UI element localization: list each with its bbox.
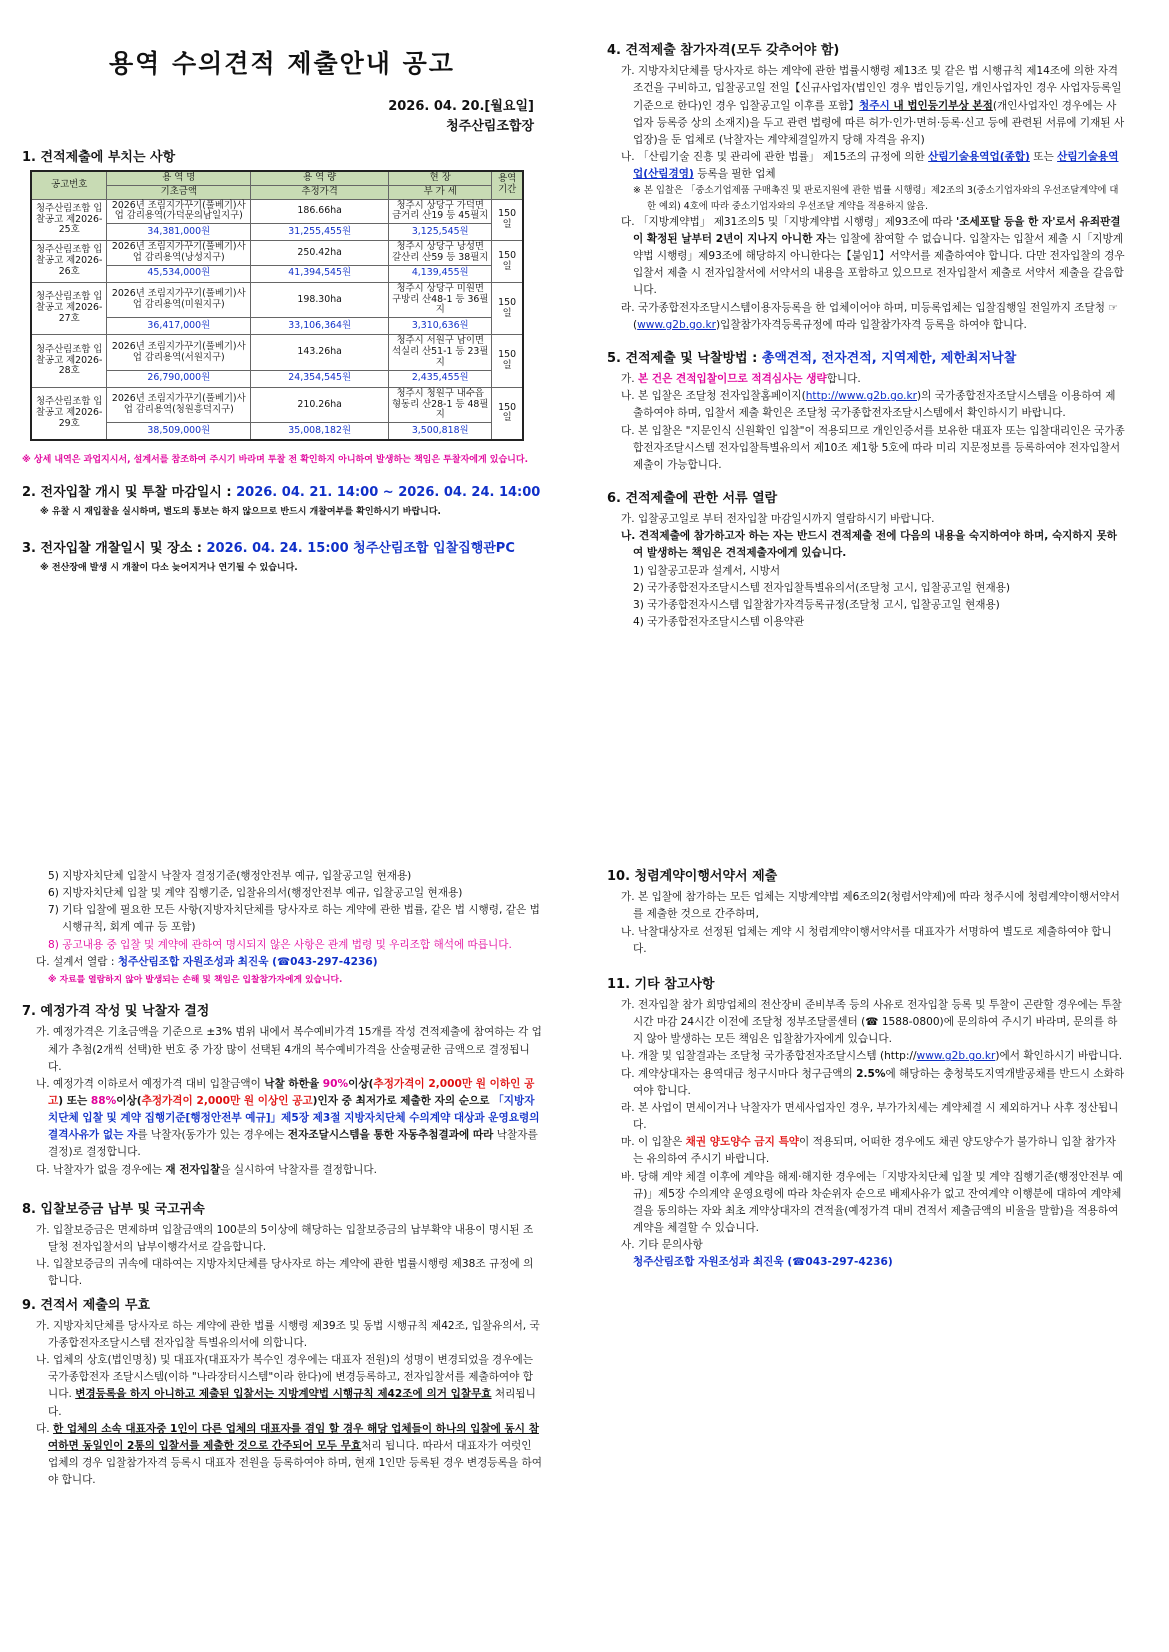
estimated-price: 35,008,182원 [251,423,389,441]
service-qty: 198.30ha [251,282,389,317]
list-item: 6) 지방자치단체 입찰 및 계약 집행기준, 입찰유의서(행정안전부 예규, 입찰공고일 현재용) [48,887,463,900]
s7-da-t1: 다. 낙찰자가 없을 경우에는 [36,1163,166,1176]
col-header-est: 추정가격 [251,185,389,199]
s4-ga-text2: (개인사업자인 경우에는 사업자 등록증 상의 소재지)을 두고 관련 법령에 따른 허가·인가·면허·등록·신고 등에 관련된 서류에 기재된 사업장)을 둔 업체로 (낙찰자는 계약체결일까지 당해 자격을 유지) [633,99,1125,146]
s7-rate-88: 88% [90,1095,117,1107]
col-header-no: 공고번호 [31,171,107,199]
list-item: 4) 국가종합전자조달시스템 이용약관 [633,616,805,629]
notice-no: 청주산림조합 입찰공고 제2026-26호 [31,241,107,283]
s4-na-or: 또는 [1029,150,1058,163]
s8-item-ga: 가. 입찰보증금은 면제하며 입찰금액의 100분의 5이상에 해당하는 입찰보증금의 납부확약 내용이 명시된 조달청 전자입찰서의 납부이행각서로 갈음합니다. [36,1223,534,1254]
s4-na-license1: 산림기술용역업(종합) [928,150,1030,163]
s5-item-da: 다. 본 입찰은 "지문인식 신원확인 입찰"이 적용되므로 개인인증서를 보유한 대표자 또는 입찰대리인은 국가종합전자조달시스템 전자입찰특별유의서 제10조 제1항 5호에 따라 미리 지문정보를 등록하여야 전자입찰서 제출이 가능합니다. [621,424,1125,471]
s5-ga-prefix: 가. [621,373,638,386]
s4-ga-city: 청주시 [859,99,890,112]
service-name: 2026년 조림지가꾸기(풀베기)사업 감리용역(낭성지구) [107,241,251,266]
section-7-heading: 7. 예정가격 작성 및 낙찰자 결정 [22,1004,210,1020]
section-3-label: 3. 전자입찰 개찰일시 및 장소 : [22,540,207,556]
base-amount: 36,417,000원 [107,318,251,335]
s11-item-ba: 바. 당해 계약 체결 이후에 계약을 해제·해지한 경우에는「지방자치단체 입찰 및 계약 집행기준(행정안전부 예규)」제5장 수의계약 운영요령에 따라 차순위자 순으로 배제사유가 없고 잔여계약 이행분에 대하여 계약체결을 동의하는 자와 최초 계약상대자의 견적율(예정가격 대비 견적서 제출금액의 비율을 말함)을 적용하여 계약을 체결할 수 있습니다. [621,1170,1123,1235]
col-header-name: 용 역 명 [107,171,251,185]
vat-amount: 3,310,636원 [389,318,492,335]
table-row [31,335,523,370]
s7-item-da [22,1162,542,1179]
list-item: 7) 기타 입찰에 필요한 모든 사항(지방자치단체를 당사자로 하는 계약에 관한 법률, 같은 법 시행령, 같은 법 시행규칙, 회계 예규 등 포함) [48,904,540,934]
s11-item-ma [607,1134,1125,1168]
s11-na-t1: 나. 개찰 및 입찰결과는 조달청 국가종합전자조달시스템 (http:// [621,1050,917,1063]
s7-da-t3: 을 실시하여 낙찰자를 결정합니다. [220,1163,378,1176]
s9-item-na [22,1352,542,1421]
s9-da-t1: 다. [36,1422,53,1435]
s7-na-t4: 이상( [348,1077,374,1090]
vat-amount: 4,139,455원 [389,265,492,282]
s7-na-t1: 나. 예정가격 이하로서 예정가격 대비 입찰금액이 [36,1077,265,1090]
section-10-heading: 10. 청렴계약이행서약서 제출 [607,869,778,884]
s4-ra-text2: )입찰참가자격등록규정에 따라 입찰참가자격 등록을 하여야 합니다. [715,318,1027,331]
notice-no: 청주산림조합 입찰공고 제2026-25호 [31,199,107,241]
site-address: 청주시 서원구 남이면 석실리 산51-1 등 23필지 [389,335,492,370]
s6-da-note: ※ 자료를 열람하지 않아 발생되는 손해 및 책임은 입찰참가자에게 있습니다. [48,974,343,985]
section-11-heading: 11. 기타 참고사항 [607,976,715,992]
s11-item-da [607,1066,1125,1100]
service-period: 150일 [492,199,523,241]
service-name: 2026년 조림지가꾸기(풀베기)사업 감리용역(가덕문의남일지구) [107,199,251,224]
s4-na-note: ※ 본 입찰은 「중소기업제품 구매촉진 및 판로지원에 관한 법률 시행령」제2조의 3(중소기업자와의 우선조달계약에 대한 예외) 4호에 따라 중소기업자와의 우선조달 계약을 적용하지 않음. [633,185,1119,212]
s4-ga-hq: 내 법인등기부상 본점 [889,99,993,112]
bid-period: 2026. 04. 21. 14:00 ~ 2026. 04. 24. 14:00 [236,484,541,500]
s5-na-text1: 나. 본 입찰은 조달청 전자입찰홈페이지( [621,390,806,403]
s11-item-na [607,1048,1125,1065]
s9-item-da [22,1421,542,1490]
s7-da-t2: 재 전자입찰 [165,1163,221,1176]
s5-na-text2: )의 국가종합전자조달시스템을 이용하여 제출하여야 하며, 입찰서 제출 확인은 조달청 국가종합전자조달시스템에서 확인하시기 바랍니다. [633,390,1116,420]
s11-da-t1: 다. 계약상대자는 용역대금 청구시마다 청구금액의 [621,1067,857,1080]
section-3-heading [22,540,542,558]
s6-item-da [22,954,542,971]
s7-na-t6: ) 또는 [58,1095,91,1107]
table-row [31,387,523,422]
base-amount: 45,534,000원 [107,265,251,282]
s7-na-t2: 낙찰 하한율 [264,1077,323,1090]
vat-amount: 3,500,818원 [389,423,492,441]
s11-ma-highlight: 채권 양도양수 금지 특약 [685,1136,800,1149]
service-period: 150일 [492,335,523,387]
list-item: 5) 지방자치단체 입찰시 낙찰자 결정기준(행정안전부 예규, 입찰공고일 현재용) [48,870,412,882]
s4-na-text2: 등록을 필한 업체 [693,168,776,181]
estimated-price: 24,354,545원 [251,370,389,387]
s11-ma-t2: 이 적용되며, 어떠한 경우에도 채권 양도양수가 불가하니 입찰 참가자는 유의하여 주시기 바랍니다. [633,1136,1116,1166]
service-name: 2026년 조림지가꾸기(풀베기)사업 감리용역(서원지구) [107,335,251,370]
s11-contact: 청주산림조합 자원조성과 최진욱 (☎043-297-4236) [633,1256,893,1269]
section-3-note: ※ 전산장애 발생 시 개찰이 다소 늦어지거나 연기될 수 있습니다. [40,562,298,573]
s7-item-ga: 가. 예정가격은 기초금액을 기준으로 ±3% 범위 내에서 복수예비가격 15개를 작성 견적제출에 참여하는 각 업체가 추첨(2개씩 선택)한 번호 중 가장 많이 선택된 4개의 복수예비가격을 산술평균한 금액으로 결정됩니다. [36,1026,542,1073]
table-note: ※ 상세 내역은 과업지시서, 설계서를 참조하여 주시기 바라며 투찰 전 확인하지 아니하여 발생하는 책임은 투찰자에게 있습니다. [22,455,528,466]
site-address: 청주시 상당구 낭성면 갈산리 산59 등 38필지 [389,241,492,266]
bid-items-table [30,170,524,441]
g2b-homepage-link[interactable]: http://www.g2b.go.kr [805,390,917,403]
s7-na-t9: 추정가격이 2,000만 원 이상인 공고 [141,1095,313,1107]
col-header-qty: 용 역 량 [251,171,389,185]
s4-ga-text1: 가. 지방자치단체를 당사자로 하는 계약에 관한 법률시행령 제13조 및 같은 법 시행규칙 제14조에 의한 자격조건을 구비하고, 입찰공고일 전일【신규사업자(법인인 경우 법인등기일, 개인사업자인 경우 사업자등록일 기준으로 한다)인 경우 입찰공고일 이후를 포함】 [621,65,1122,112]
table-row [31,282,523,317]
s9-da-t3: 처리 됩니다. 따라서 대표자가 여럿인 업체의 경우 입찰참가자격 등록시 대표자 전원을 등록하여야 하며, 현재 1인만 등록된 경우 변경등록을 하여야 합니다. [48,1439,542,1487]
opening-datetime: 2026. 04. 24. 15:00 청주산림조합 입찰집행관PC [206,540,515,556]
g2b-link[interactable]: www.g2b.go.kr [637,318,716,331]
s11-da-t2: 에 해당하는 충청북도지역개발공채를 반드시 소화하여야 합니다. [633,1067,1125,1097]
page-title: 용역 수의견적 제출안내 공고 [109,49,455,78]
s7-na-t8: 이상( [116,1095,142,1107]
section-5-heading [607,350,1125,368]
notice-no: 청주산림조합 입찰공고 제2026-29호 [31,387,107,440]
service-qty: 186.66ha [251,199,389,224]
section-2-note: ※ 유찰 시 재입찰을 실시하며, 별도의 통보는 하지 않으므로 반드시 개찰여부를 확인하시기 바랍니다. [40,506,441,517]
service-name: 2026년 조림지가꾸기(풀베기)사업 감리용역(청원흥덕지구) [107,387,251,422]
s10-item-ga: 가. 본 입찰에 참가하는 모든 업체는 지방계약법 제6조의2(청렴서약제)에 따라 청주시에 청렴계약이행서약서를 제출한 것으로 간주하며, [621,891,1120,921]
s4-na-text1: 나. 「산림기술 진흥 및 관리에 관한 법률」 제15조의 규정에 의한 [621,150,929,163]
vat-amount: 3,125,545원 [389,224,492,241]
notice-no: 청주산림조합 입찰공고 제2026-28호 [31,335,107,387]
issuer: 청주산림조합장 [446,118,534,134]
list-item: 3) 국가종합전자시스템 입찰참가자격등록규정(조달청 고시, 입찰공고일 현재용) [633,598,1000,611]
col-header-vat: 부 가 세 [389,185,492,199]
s4-da-text1: 다. 「지방계약법」 제31조의5 및「지방계약법 시행령」제93조에 따라 [621,215,957,228]
bid-method: 총액견적, 전자견적, 지역제한, 제한최저낙찰 [761,350,1017,366]
site-address: 청주시 상당구 미원면 구방리 산48-1 등 36필지 [389,282,492,317]
service-period: 150일 [492,282,523,334]
table-row [31,241,523,266]
table-row [31,199,523,224]
section-2-heading [22,484,542,502]
s4-ra-text1: 라. 국가종합전자조달시스템이용자등록을 한 업체이어야 하며, 미등록업체는 입찰집행일 전일까지 조달청 ☞ ( [621,301,1118,331]
s11-item-sa: 사. 기타 문의사항 [621,1239,703,1252]
s11-na-t2: )에서 확인하시기 바랍니다. [995,1050,1123,1063]
s11-bond-rate: 2.5% [856,1067,886,1080]
col-header-site: 현 장 [389,171,492,185]
s6-item-na: 나. 견적제출에 참가하고자 하는 자는 반드시 견적제출 전에 다음의 내용을 숙지하여야 하며, 숙지하지 못하여 발생하는 책임은 견적제출자에게 있습니다. [621,530,1118,560]
s9-da-t2: 한 업체의 소속 대표자중 1인이 다른 업체의 대표자를 겸임 할 경우 해당 업체들이 하나의 입찰에 동시 참여하면 동일인이 2통의 입찰서를 제출한 것으로 간주되어 모두 무효 [48,1422,539,1452]
service-qty: 210.26ha [251,387,389,422]
page1-left-column [22,42,542,575]
vat-amount: 2,435,455원 [389,370,492,387]
base-amount: 26,790,000원 [107,370,251,387]
service-period: 150일 [492,241,523,283]
s6-item-ga: 가. 입찰공고일로 부터 전자입찰 마감일시까지 열람하시기 바랍니다. [621,513,935,526]
s9-na-t3: 처리됩니다. [48,1388,536,1418]
page1-right-column [607,42,1125,631]
col-header-period: 용역기간 [492,171,523,199]
s7-na-t14: 낙찰자를 결정)로 결정합니다. [48,1129,538,1159]
section-5-label: 5. 견적제출 및 낙찰방법 : [607,350,762,366]
section-8-heading: 8. 입찰보증금 납부 및 국고귀속 [22,1201,205,1217]
s4-da-text2: 는 입찰에 참여할 수 없습니다. 입찰자는 입찰서 제출 시「지방계약법 시행령」제93조에 해당하지 아니한다는【붙임1】서약서를 제출하여야 합니다. 다만 전자입찰의 경우 입찰서 제출 시 전자입찰서에 서약서의 내용을 포함하고 있으므로 전자입찰서 제출로 서약서 제출을 갈음합니다. [633,232,1125,297]
s7-na-t10: )인자 중 최저가로 제출한 자의 순으로 [312,1095,494,1107]
s6-contact: 청주산림조합 자원조성과 최진욱 (☎043-297-4236) [117,955,378,968]
s7-na-t5: 추정가격이 2,000만 원 이하인 공고 [48,1077,535,1107]
s7-na-t12: 를 낙찰자(동가가 있는 경우에는 [137,1129,288,1142]
service-qty: 143.26ha [251,335,389,370]
s4-item-ra [607,300,1125,334]
site-address: 청주시 상당구 가덕면 금거리 산19 등 45필지 [389,199,492,224]
s5-item-na [607,388,1125,422]
section-4-heading: 4. 견적제출 참가자격(모두 갖추어야 함) [607,43,840,58]
list-item: 2) 국가종합전자조달시스템 전자입찰특별유의서(조달청 고시, 입찰공고일 현재용) [633,581,1011,594]
s9-na-t1: 나. 업체의 상호(법인명칭) 및 대표자(대표자가 복수인 경우에는 대표자 전원)의 성명이 변경되었을 경우에는 국가종합전자 조달시스템(이하 "나라장터시스템"이라 한다)에 변경등록하고, 전자입찰서를 제출하여야 합니다. [36,1354,533,1401]
site-address: 청주시 청원구 내수읍 형동리 산28-1 등 48필지 [389,387,492,422]
s11-item-ra: 라. 본 사업이 면세이거나 낙찰자가 면세사업자인 경우, 부가가치세는 계약체결 시 제외하거나 사후 정산됩니다. [621,1101,1119,1132]
s4-na-license2: 산림기술용역업(산림경영) [633,150,1119,181]
col-header-base: 기초금액 [107,185,251,199]
estimated-price: 41,394,545원 [251,265,389,282]
service-name: 2026년 조림지가꾸기(풀베기)사업 감리용역(미원지구) [107,282,251,317]
g2b-result-link[interactable]: www.g2b.go.kr [916,1050,996,1063]
section-9-heading: 9. 견적서 제출의 무효 [22,1297,151,1313]
s11-item-ga: 가. 전자입찰 참가 희망업체의 전산장비 준비부족 등의 사유로 전자입찰 등록 및 투찰이 곤란할 경우에는 투찰시간 마감 24시간 이전에 조달청 정부조달콜센터 (☎ 1588-0800)에 문의하여 주시기 바라며, 문의를 하지 않아 발생하는 모든 책임은 입찰참가자에게 있습니다. [621,999,1122,1046]
estimated-price: 33,106,364원 [251,318,389,335]
s6-da-label: 다. 설계서 열람 : [36,955,118,968]
service-period: 150일 [492,387,523,440]
s5-ga-suffix: 합니다. [826,373,861,386]
s10-item-na: 나. 낙찰대상자로 선정된 업체는 계약 시 청렴계약이행서약서를 대표자가 서명하여 별도로 제출하여야 합니다. [621,925,1112,955]
list-item: 1) 입찰공고문과 설계서, 시방서 [633,564,781,577]
s5-item-ga [607,371,1125,388]
s5-ga-highlight: 본 건은 견적입찰이므로 적격심사는 생략 [637,373,827,386]
notice-date: 2026. 04. 20.[월요일] [388,98,534,114]
s7-rate-90: 90% [322,1077,349,1090]
s7-na-t11: 「지방자치단체 입찰 및 계약 집행기준[행정안전부 예규]」제5장 제3절 지방자치단체 수의계약 대상과 운영요령의 결격사유가 없는 자 [48,1095,540,1142]
section-2-label: 2. 전자입찰 개시 및 투찰 마감일시 : [22,484,237,500]
s4-da-bold: '조세포탈 등을 한 자'로서 유죄판결이 확정된 날부터 2년이 지나지 아니한 자 [633,215,1121,245]
list-item: 8) 공고내용 중 입찰 및 계약에 관하여 명시되지 않은 사항은 관계 법령 및 우리조합 해석에 따릅니다. [48,938,512,951]
s8-item-na: 나. 입찰보증금의 귀속에 대하여는 지방자치단체를 당사자로 하는 계약에 관한 법률시행령 제38조 규정에 의합니다. [36,1258,534,1288]
notice-no: 청주산림조합 입찰공고 제2026-27호 [31,282,107,334]
s9-item-ga: 가. 지방자치단체를 당사자로 하는 계약에 관한 법률 시행령 제39조 및 동법 시행규칙 제42조, 입찰유의서, 국가종합전자조달시스템 전자입찰 특별유의서에 의합니다. [36,1319,540,1349]
s11-ma-t1: 마. 이 입찰은 [621,1136,686,1149]
page2-right-column [607,868,1125,1272]
s4-item-ga [607,63,1125,149]
base-amount: 38,509,000원 [107,423,251,441]
s4-item-da [607,214,1125,300]
page2-left-column [22,868,542,1489]
section-1-heading: 1. 견적제출에 부치는 사항 [22,149,176,165]
service-qty: 250.42ha [251,241,389,266]
section-6-heading: 6. 견적제출에 관한 서류 열람 [607,490,778,506]
s7-na-t13: 전자조달시스템을 통한 자동추첨결과에 따라 [287,1129,494,1142]
s4-item-na [607,149,1125,183]
base-amount: 34,381,000원 [107,224,251,241]
s9-na-t2: 변경등록을 하지 아니하고 제출된 입찰서는 지방계약법 시행규칙 제42조에 의거 입찰무효 [75,1388,492,1401]
estimated-price: 31,255,455원 [251,224,389,241]
s7-item-na [22,1076,542,1162]
